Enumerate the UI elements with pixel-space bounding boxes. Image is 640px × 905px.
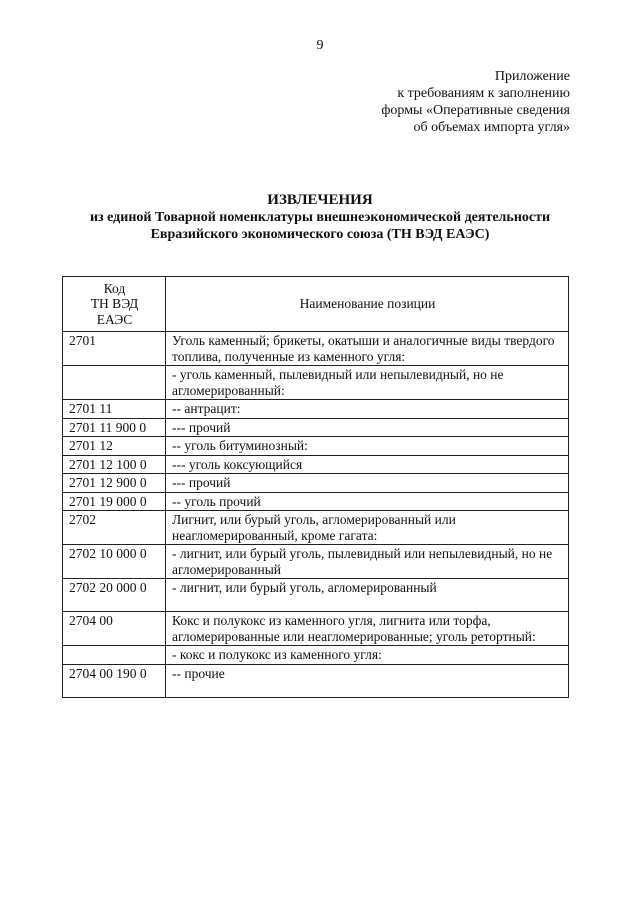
- name-cell: --- прочий: [166, 418, 569, 437]
- appendix-line: об объемах импорта угля»: [413, 120, 570, 135]
- code-cell: 2701 12: [63, 437, 166, 456]
- header-line: Код: [103, 280, 126, 296]
- appendix-note: [381, 68, 570, 136]
- name-cell: -- уголь прочий: [166, 492, 569, 511]
- name-cell: -- прочие: [166, 664, 569, 697]
- code-cell: 2701 11: [63, 400, 166, 419]
- nomenclature-table: [62, 276, 569, 698]
- code-cell: 2702 10 000 0: [63, 545, 166, 579]
- table-row: [63, 366, 569, 400]
- name-cell: Кокс и полукокс из каменного угля, лигнита или торфа, агломерированные или неагломерированные; уголь ретортный:: [166, 612, 569, 646]
- name-cell: -- уголь битуминозный:: [166, 437, 569, 456]
- appendix-line: к требованиям к заполнению: [397, 86, 570, 101]
- page-number: 9: [316, 38, 324, 53]
- name-cell: - кокс и полукокс из каменного угля:: [166, 646, 569, 665]
- table-row: [63, 511, 569, 545]
- code-cell: 2701 11 900 0: [63, 418, 166, 437]
- name-cell: Уголь каменный; брикеты, окатыши и аналогичные виды твердого топлива, полученные из каменного угля:: [166, 332, 569, 366]
- name-cell: - лигнит, или бурый уголь, пылевидный или непылевидный, но не агломерированный: [166, 545, 569, 579]
- table-row: [63, 400, 569, 419]
- table-row: [63, 418, 569, 437]
- document-title: [0, 192, 640, 243]
- appendix-line: формы «Оперативные сведения: [381, 103, 570, 118]
- code-cell: 2704 00: [63, 612, 166, 646]
- table-row: [63, 664, 569, 697]
- code-cell: 2701 19 000 0: [63, 492, 166, 511]
- title-subtitle: из единой Товарной номенклатуры внешнеэкономической деятельности: [89, 210, 551, 225]
- name-cell: --- уголь коксующийся: [166, 455, 569, 474]
- code-cell: 2701 12 100 0: [63, 455, 166, 474]
- code-cell: 2701 12 900 0: [63, 474, 166, 493]
- code-cell: 2701: [63, 332, 166, 366]
- code-cell: [63, 366, 166, 400]
- header-line: ТН ВЭД: [90, 296, 139, 312]
- table-row: [63, 474, 569, 493]
- name-column-header: Наименование позиции: [166, 277, 569, 332]
- name-cell: Лигнит, или бурый уголь, агломерированный или неагломерированный, кроме гагата:: [166, 511, 569, 545]
- header-line: ЕАЭС: [96, 311, 133, 327]
- name-cell: - уголь каменный, пылевидный или непылевидный, но не агломерированный:: [166, 366, 569, 400]
- table-row: [63, 492, 569, 511]
- code-column-header: [63, 277, 166, 332]
- table-row: [63, 646, 569, 665]
- name-cell: - лигнит, или бурый уголь, агломерированный: [166, 579, 569, 612]
- code-cell: 2702 20 000 0: [63, 579, 166, 612]
- title-subtitle: Евразийского экономического союза (ТН ВЭД ЕАЭС): [150, 227, 490, 242]
- appendix-line: Приложение: [494, 69, 570, 84]
- title-main: ИЗВЛЕЧЕНИЯ: [267, 192, 373, 208]
- table-row: [63, 612, 569, 646]
- table-row: [63, 545, 569, 579]
- code-cell: [63, 646, 166, 665]
- code-cell: 2702: [63, 511, 166, 545]
- table-row: [63, 437, 569, 456]
- name-cell: --- прочий: [166, 474, 569, 493]
- code-cell: 2704 00 190 0: [63, 664, 166, 697]
- table-row: [63, 332, 569, 366]
- table-row: [63, 579, 569, 612]
- name-cell: -- антрацит:: [166, 400, 569, 419]
- table-row: [63, 455, 569, 474]
